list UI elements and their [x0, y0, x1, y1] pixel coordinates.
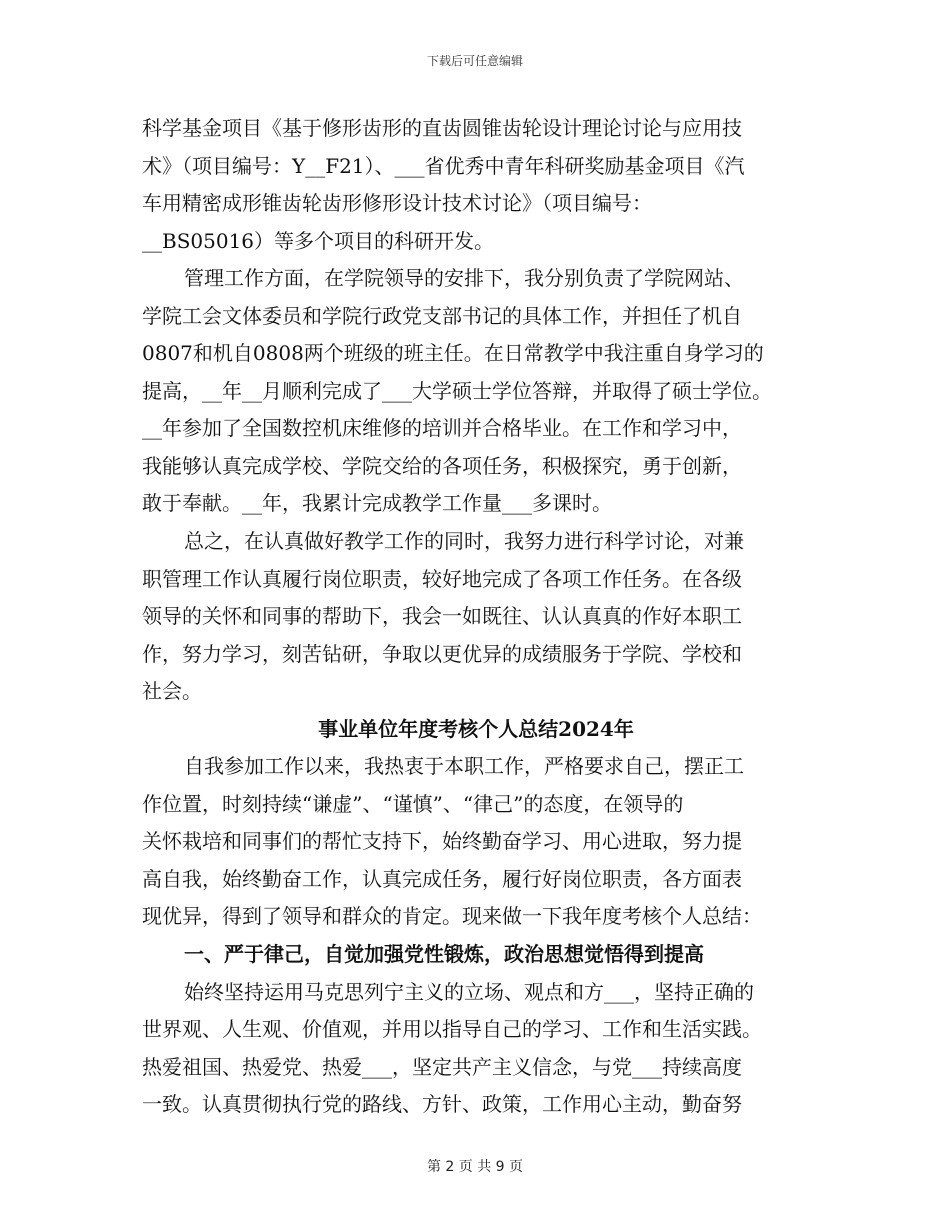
text-line: 总之，在认真做好教学工作的同时，我努力进行科学讨论，对兼	[184, 529, 744, 554]
text-line: 领导的关怀和同事的帮助下，我会一如既往、认认真真的作好本职工	[142, 604, 742, 629]
page-footer: 第 2 页 共 9 页	[426, 1159, 524, 1175]
text-line: 0807和机自0808两个班级的班主任。在日常教学中我注重自身学习的	[142, 341, 764, 366]
text-line: 学院工会文体委员和学院行政党支部书记的具体工作，并担任了机自	[142, 303, 742, 328]
text-line: __年参加了全国数控机床维修的培训并合格毕业。在工作和学习中，	[142, 416, 742, 441]
text-line: 社会。	[142, 679, 202, 704]
text-line: 管理工作方面，在学院领导的安排下，我分别负责了学院网站、	[184, 266, 744, 291]
heading-line: 一、严于律己，自觉加强党性锻炼，政治思想觉悟得到提高	[184, 942, 704, 967]
text-line: 始终坚持运用马克思列宁主义的立场、观点和方___，坚持正确的	[184, 979, 754, 1004]
text-line: 作，努力学习，刻苦钻研，争取以更优异的成绩服务于学院、学校和	[142, 641, 742, 666]
text-line: 车用精密成形锥齿轮齿形修形设计技术讨论》（项目编号：	[142, 191, 652, 216]
text-line: 自我参加工作以来，我热衷于本职工作，严格要求自己，摆正工	[184, 754, 744, 779]
document-body	[142, 110, 810, 1124]
text-line: 我能够认真完成学校、学院交给的各项任务，积极探究，勇于创新，	[142, 453, 742, 478]
text-line: 高自我，始终勤奋工作，认真完成任务，履行好岗位职责，各方面表	[142, 866, 742, 891]
text-line: 作位置，时刻持续“谦虚”、“谨慎”、“律己”的态度，在领导的	[142, 791, 684, 816]
text-line: 热爱祖国、热爱党、热爱___，坚定共产主义信念，与党___持续高度	[142, 1054, 742, 1079]
text-line: 现优异，得到了领导和群众的肯定。现来做一下我年度考核个人总结：	[142, 904, 762, 929]
page-header: 下载后可任意编辑	[426, 54, 523, 68]
text-line: 职管理工作认真履行岗位职责，较好地完成了各项工作任务。在各级	[142, 566, 742, 591]
text-line: 提高，__年__月顺利完成了___大学硕士学位答辩，并取得了硕士学位。	[142, 378, 772, 403]
text-line: 术》（项目编号：Y__F21）、___省优秀中青年科研奖励基金项目《汽	[142, 153, 745, 178]
text-line: 科学基金项目《基于修形齿形的直齿圆锥齿轮设计理论讨论与应用技	[142, 116, 742, 140]
heading-line: 事业单位年度考核个人总结2024年	[318, 716, 634, 741]
text-line: 关怀栽培和同事们的帮忙支持下，始终勤奋学习、用心进取，努力提	[142, 829, 742, 854]
text-line: 一致。认真贯彻执行党的路线、方针、政策，工作用心主动，勤奋努	[142, 1092, 742, 1117]
text-line: 敢于奉献。__年，我累计完成教学工作量___多课时。	[142, 491, 612, 516]
text-line: __BS05016）等多个项目的科研开发。	[142, 228, 495, 253]
text-line: 世界观、人生观、价值观，并用以指导自己的学习、工作和生活实践。	[142, 1017, 762, 1042]
